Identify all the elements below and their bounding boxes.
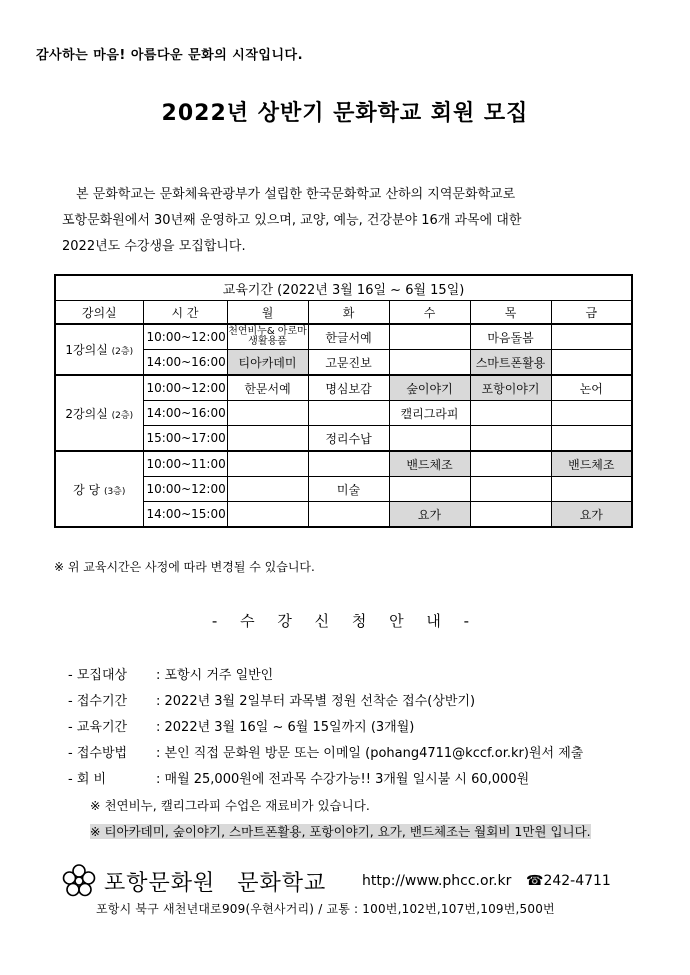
room-2: 2강의실 (2층) [55, 375, 143, 451]
empty-cell [227, 401, 308, 426]
empty-cell [389, 350, 470, 376]
time-slot: 10:00~12:00 [143, 324, 227, 350]
header-wed: 수 [389, 301, 470, 325]
guide-key: - 교육기간 [68, 720, 128, 735]
header-tue: 화 [308, 301, 389, 325]
class-cell: 고문진보 [308, 350, 389, 376]
empty-cell [470, 477, 551, 502]
empty-cell [470, 426, 551, 452]
class-cell: 한글서예 [308, 324, 389, 350]
class-cell: 숲이야기 [389, 375, 470, 401]
time-slot: 14:00~16:00 [143, 350, 227, 376]
empty-cell [389, 324, 470, 350]
guide-subnote: ※ 천연비누, 캘리그라피 수업은 재료비가 있습니다. [90, 798, 370, 813]
schedule-note: ※ 위 교육시간은 사정에 따라 변경될 수 있습니다. [54, 560, 315, 574]
class-cell: 티아카데미 [227, 350, 308, 376]
empty-cell [470, 502, 551, 528]
empty-cell [227, 451, 308, 477]
time-slot: 14:00~15:00 [143, 502, 227, 528]
guide-value: : 2022년 3월 2일부터 과목별 정원 선착순 접수(상반기) [156, 694, 476, 709]
schedule-table [54, 274, 633, 528]
guide-key: - 접수기간 [68, 694, 128, 709]
class-cell: 스마트폰활용 [470, 350, 551, 376]
guide-item [68, 663, 591, 689]
phone-number: ☎242-4711 [526, 873, 611, 889]
slogan: 감사하는 마음! 아름다운 문화의 시작입니다. [36, 48, 304, 63]
time-slot: 10:00~12:00 [143, 375, 227, 401]
class-cell: 천연비누& 아로마생활용품 [227, 324, 308, 350]
empty-cell [227, 502, 308, 528]
guide-value: : 매월 25,000원에 전과목 수강가능!! 3개월 일시불 시 60,000원 [156, 772, 530, 787]
school-name: 문화학교 [237, 870, 327, 896]
org-name: 포항문화원 [104, 870, 216, 896]
website-link[interactable]: http://www.phcc.or.kr [362, 873, 512, 889]
class-cell: 요가 [389, 502, 470, 528]
schedule-period: 교육기간 (2022년 3월 16일 ~ 6월 15일) [55, 275, 632, 301]
header-mon: 월 [227, 301, 308, 325]
class-cell: 캘리그라피 [389, 401, 470, 426]
room-1: 1강의실 (2층) [55, 324, 143, 375]
empty-cell [389, 426, 470, 452]
intro-paragraph [62, 182, 662, 260]
time-slot: 15:00~17:00 [143, 426, 227, 452]
class-cell: 포항이야기 [470, 375, 551, 401]
header-thu: 목 [470, 301, 551, 325]
class-cell: 밴드체조 [551, 451, 632, 477]
guide-item [68, 741, 591, 767]
guide-key: - 회 비 [68, 772, 107, 787]
footer-organization [62, 864, 326, 898]
guide-key: - 접수방법 [68, 746, 128, 761]
empty-cell [308, 401, 389, 426]
intro-line-3: 2022년도 수강생을 모집합니다. [62, 239, 246, 254]
empty-cell [227, 477, 308, 502]
class-cell: 미술 [308, 477, 389, 502]
flower-logo-icon [62, 864, 96, 898]
guide-key: - 모집대상 [68, 668, 128, 683]
empty-cell [551, 401, 632, 426]
class-cell: 논어 [551, 375, 632, 401]
time-slot: 14:00~16:00 [143, 401, 227, 426]
empty-cell [308, 451, 389, 477]
time-slot: 10:00~11:00 [143, 451, 227, 477]
empty-cell [308, 502, 389, 528]
guide-value: : 2022년 3월 16일 ~ 6월 15일까지 (3개월) [156, 720, 415, 735]
time-slot: 10:00~12:00 [143, 477, 227, 502]
room-hall: 강 당 (3층) [55, 451, 143, 527]
guide-value: : 포항시 거주 일반인 [156, 668, 274, 683]
empty-cell [470, 451, 551, 477]
header-room: 강의실 [55, 301, 143, 325]
empty-cell [551, 426, 632, 452]
page-title: 2022년 상반기 문화학교 회원 모집 [161, 101, 529, 126]
guide-item [68, 689, 591, 715]
class-cell: 마음돌봄 [470, 324, 551, 350]
empty-cell [551, 324, 632, 350]
header-time: 시 간 [143, 301, 227, 325]
class-cell: 밴드체조 [389, 451, 470, 477]
class-cell: 정리수납 [308, 426, 389, 452]
empty-cell [551, 477, 632, 502]
address-line: 포항시 북구 새천년대로909(우현사거리) / 교통 : 100번,102번,107번,109번,500번 [96, 902, 555, 916]
guide-title: - 수 강 신 청 안 내 - [211, 612, 479, 630]
class-cell: 요가 [551, 502, 632, 528]
class-cell: 명심보감 [308, 375, 389, 401]
intro-line-1: 본 문화학교는 문화체육관광부가 설립한 한국문화학교 산하의 지역문화학교로 [76, 187, 516, 202]
guide-value: : 본인 직접 문화원 방문 또는 이메일 (pohang4711@kccf.or.kr)원서 제출 [156, 746, 584, 761]
empty-cell [227, 426, 308, 452]
guide-item [68, 715, 591, 741]
empty-cell [389, 477, 470, 502]
guide-item [68, 767, 591, 793]
intro-line-2: 포항문화원에서 30년째 운영하고 있으며, 교양, 예능, 건강분야 16개 과목에 대한 [62, 213, 522, 228]
header-fri: 금 [551, 301, 632, 325]
class-cell: 한문서예 [227, 375, 308, 401]
empty-cell [551, 350, 632, 376]
empty-cell [470, 401, 551, 426]
guide-subnote: ※ 티아카데미, 숲이야기, 스마트폰활용, 포항이야기, 요가, 밴드체조는 월회비 1만원 입니다. [90, 824, 591, 839]
guide-list [68, 663, 591, 845]
